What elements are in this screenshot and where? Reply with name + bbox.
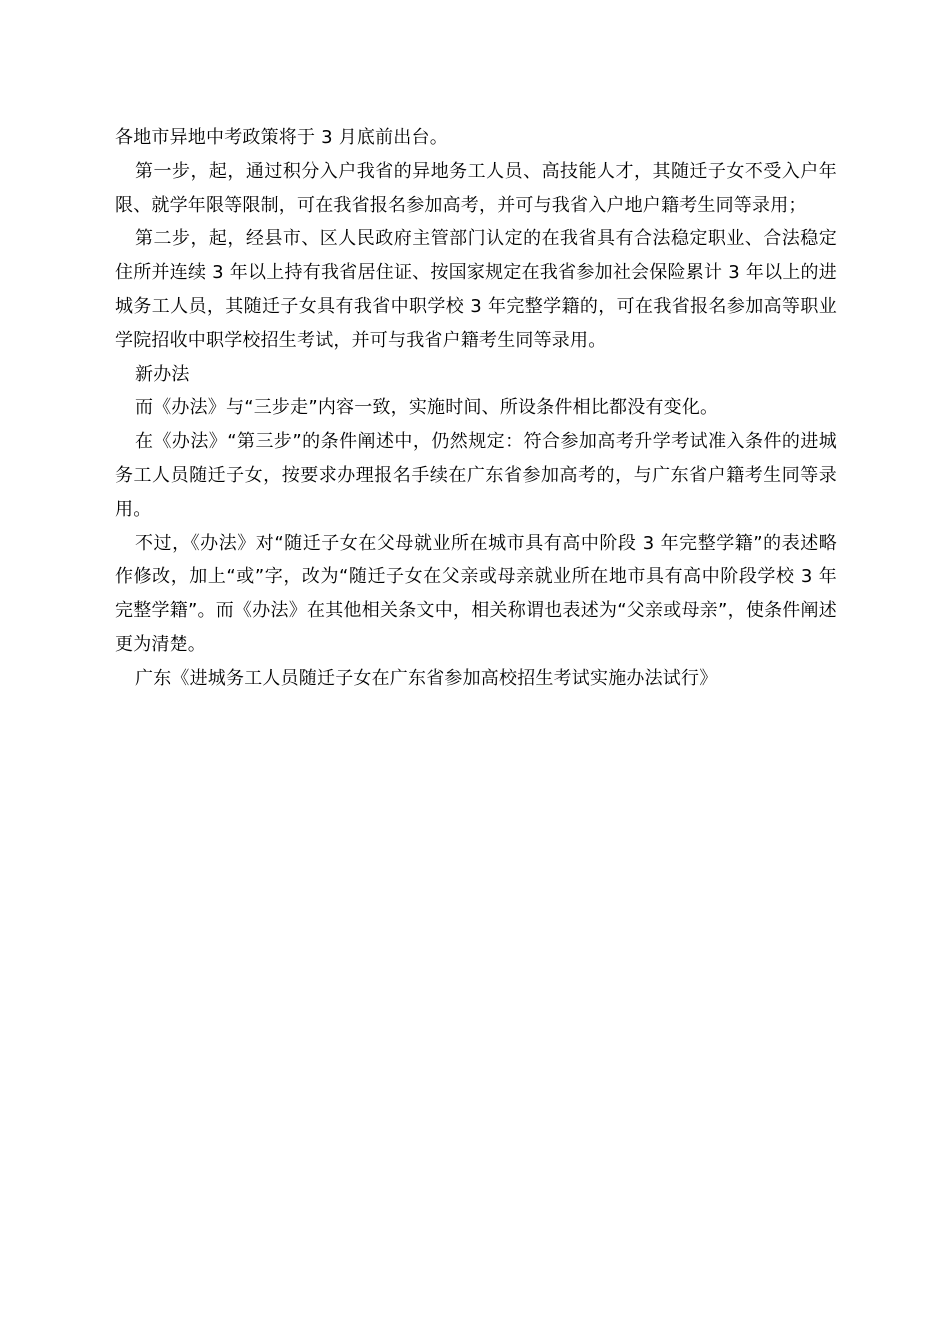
document-body (115, 121, 837, 696)
paragraph-step-two: 第二步，起，经县市、区人民政府主管部门认定的在我省具有合法稳定职业、合法稳定住所并连续 3 年以上持有我省居住证、按国家规定在我省参加社会保险累计 3 年以上的进城务工人员，其随迁子女具有我省中职学校 3 年完整学籍的，可在我省报名参加高等职业学院招收中职学校招生考试，并可与我省户籍考生同等录用。 (115, 228, 837, 351)
paragraph-step-one: 第一步，起，通过积分入户我省的异地务工人员、高技能人才，其随迁子女不受入户年限、就学年限等限制，可在我省报名参加高考，并可与我省入户地户籍考生同等录用； (115, 160, 837, 216)
paragraph-consistency: 而《办法》与“三步走”内容一致，实施时间、所设条件相比都没有变化。 (135, 397, 719, 419)
section-heading-new-method: 新办法 (135, 363, 190, 385)
paragraph-document-title: 广东《进城务工人员随迁子女在广东省参加高校招生考试实施办法试行》 (135, 667, 718, 689)
paragraph-opening: 各地市异地中考政策将于 3 月底前出台。 (115, 127, 448, 148)
paragraph-wording-change: 不过，《办法》对“随迁子女在父母就业所在城市具有高中阶段 3 年完整学籍”的表述略作修改，加上“或”字，改为“随迁子女在父亲或母亲就业所在地市具有高中阶段学校 3 年完整学籍”。而《办法》在其他相关条文中，相关称谓也表述为“父亲或母亲”，使条件阐述更为清楚。 (115, 532, 837, 655)
paragraph-step-three-conditions: 在《办法》“第三步”的条件阐述中，仍然规定：符合参加高考升学考试准入条件的进城务工人员随迁子女，按要求办理报名手续在广东省参加高考的，与广东省户籍考生同等录用。 (115, 431, 837, 520)
